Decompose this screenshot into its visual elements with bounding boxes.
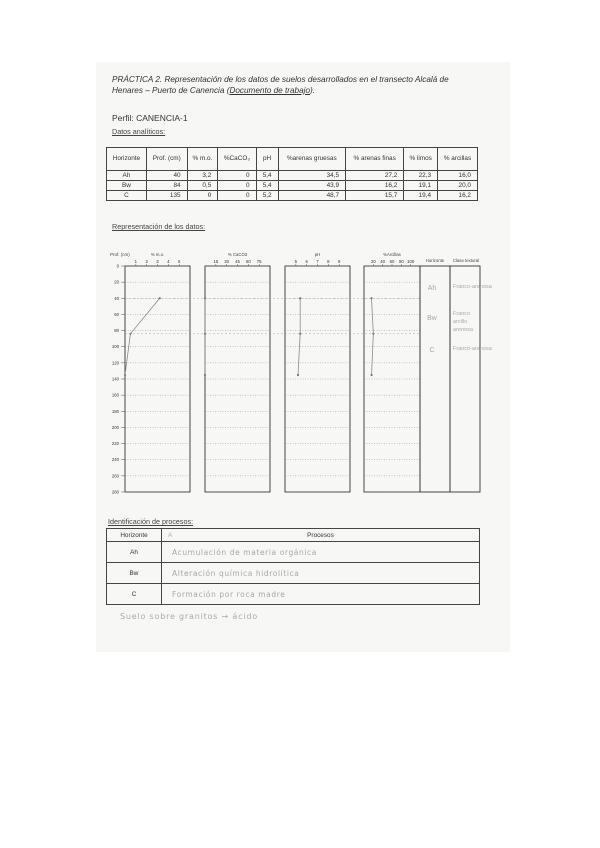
title-line-1: PRÁCTICA 2. Representación de los datos de suelos desarrollados en el transecto Alcalá de <box>112 75 449 84</box>
depth-tick-label: 220 <box>111 441 119 447</box>
panel-tick-label: 100 <box>407 259 415 264</box>
table-cell: 0 <box>187 191 218 201</box>
procesos-proceso-cell: Alteración química hidrolítica <box>162 563 480 584</box>
procesos-horizonte-cell: Bw <box>107 563 162 584</box>
table-cell: 48,7 <box>278 191 345 201</box>
table-cell: 5,4 <box>256 181 278 191</box>
depth-tick-label: 80 <box>114 328 119 334</box>
handwritten-horizonte: C <box>429 347 435 354</box>
table-header-cell: % m.o. <box>187 148 218 171</box>
handwritten-clase-textural: Franco-arenosa <box>453 346 492 352</box>
depth-tick-label: 120 <box>111 360 119 366</box>
table-header-cell: %arenas gruesas <box>278 148 345 171</box>
panel-tick-label: 60 <box>389 259 395 264</box>
table-cell: Bw <box>107 181 147 191</box>
table-cell: 0,5 <box>187 181 218 191</box>
table-header-cell: Horizonte <box>107 148 147 171</box>
representacion-label: Representación de los datos: <box>112 222 206 231</box>
procesos-row <box>107 542 480 563</box>
series-point <box>299 297 301 299</box>
panel-tick-label: 6 <box>305 259 308 264</box>
table-cell: 5,2 <box>256 191 278 201</box>
table-cell: 84 <box>146 181 187 191</box>
panel-tick-label: 45 <box>235 259 240 264</box>
panel-tick-label: 1 <box>134 259 138 264</box>
table-cell: 0 <box>218 181 256 191</box>
table-cell: 0 <box>218 191 256 201</box>
series-point <box>370 374 372 376</box>
table-cell: 135 <box>146 191 187 201</box>
table-cell: 34,5 <box>278 171 345 181</box>
depth-tick-label: 0 <box>116 263 119 269</box>
table-header-cell: % arenas finas <box>346 148 404 171</box>
procesos-horizonte-cell: Ah <box>107 542 162 563</box>
panel-tick-label: 15 <box>213 259 219 264</box>
depth-tick-label: 60 <box>114 311 119 317</box>
procesos-proceso-cell: Formación por roca madre <box>162 584 480 605</box>
series-point <box>124 374 126 376</box>
title-link: Documento de trabajo <box>229 86 310 95</box>
depth-tick-label: 100 <box>111 344 119 350</box>
depth-tick-label: 160 <box>111 392 119 398</box>
procesos-header-text: Procesos <box>307 531 334 539</box>
handwritten-clase-textural: Franco-arenosa <box>453 284 492 290</box>
depth-tick-label: 180 <box>111 408 119 414</box>
panel-tick-label: 60 <box>245 259 251 264</box>
procesos-row <box>107 563 480 584</box>
series-point <box>299 333 301 335</box>
procesos-label: Identificación de procesos: <box>108 517 194 526</box>
panel-tick-label: 9 <box>337 259 341 264</box>
table-cell: 43,9 <box>278 181 345 191</box>
handwritten-clase-textural: Franco <box>453 311 471 317</box>
table-cell: 15,7 <box>346 191 404 201</box>
table-cell: 19,1 <box>404 181 438 191</box>
table-cell: 16,2 <box>346 181 404 191</box>
title-line-2-start: Henares – Puerto de Canencia ( <box>112 86 230 95</box>
datos-label: Datos analíticos: <box>112 127 166 136</box>
panel-tick-label: 7 <box>316 259 319 264</box>
panel-title: pH <box>314 252 321 257</box>
table-cell: 19,4 <box>404 191 438 201</box>
panel-tick-label: 4 <box>167 259 170 264</box>
title-line-2-end: ). <box>310 86 316 95</box>
panel-tick-label: 2 <box>145 259 148 264</box>
table-header-cell: Prof. (cm) <box>146 148 187 171</box>
depth-tick-label: 260 <box>111 473 119 479</box>
depth-tick-label: 240 <box>111 457 119 463</box>
panel-title: % m.o. <box>150 252 165 257</box>
handwritten-clase-textural: arcillo <box>453 319 468 325</box>
panel-tick-label: 20 <box>370 259 376 264</box>
table-cell: 5,4 <box>256 171 278 181</box>
depth-tick-label: 140 <box>111 376 119 382</box>
table-cell: C <box>107 191 147 201</box>
depth-tick-label: 20 <box>114 279 119 285</box>
panel-tick-label: 75 <box>256 259 262 264</box>
series-point <box>204 374 206 376</box>
table-header-cell: pH <box>256 148 278 171</box>
depth-tick-label: 280 <box>111 489 119 495</box>
procesos-proceso-cell: Acumulación de materia orgánica <box>162 542 480 563</box>
procesos-row <box>107 584 480 605</box>
perfil-heading: Perfil: CANENCIA-1 <box>112 113 188 123</box>
procesos-table <box>106 528 480 605</box>
clase-textural-column <box>450 266 480 492</box>
depth-tick-label: 200 <box>111 424 119 430</box>
table-header-cell: %CaCO₃ <box>218 148 256 171</box>
table-cell: 3,2 <box>187 171 218 181</box>
series-point <box>297 374 299 376</box>
procesos-header-procesos <box>162 529 480 542</box>
table-cell: 0 <box>218 171 256 181</box>
horizonte-column <box>420 266 450 492</box>
table-cell: 40 <box>146 171 187 181</box>
table-cell: Ah <box>107 171 147 181</box>
horizonte-header: Horizonte <box>425 258 445 263</box>
panel-tick-label: 40 <box>380 259 386 264</box>
table-cell: 16,0 <box>438 171 478 181</box>
handwritten-horizonte: Ah <box>427 285 437 292</box>
procesos-horizonte-cell: C <box>107 584 162 605</box>
clase-textural-header: Clase textural <box>452 258 480 263</box>
footer-handwritten-note: Suelo sobre granitos → ácido <box>120 612 258 621</box>
series-line <box>298 298 300 375</box>
handwritten-horizonte: Bw <box>427 315 437 322</box>
table-header-cell: % arcillas <box>438 148 478 171</box>
series-line <box>371 298 373 375</box>
table-cell: 20,0 <box>438 181 478 191</box>
depth-tick-label: 40 <box>114 295 119 301</box>
procesos-header-mark: A <box>168 531 173 539</box>
panel-tick-label: 80 <box>398 259 404 264</box>
panel-title: %Arcillas <box>383 252 401 257</box>
panel-tick-label: 3 <box>156 259 159 264</box>
procesos-header-row <box>107 529 480 542</box>
panel-tick-label: 8 <box>327 259 330 264</box>
series-line <box>125 298 160 375</box>
table-cell: 16,2 <box>438 191 478 201</box>
depth-axis-title: Prof. (cm) <box>110 252 130 257</box>
table-cell: 27,2 <box>346 171 404 181</box>
panel-title: % CaCO3 <box>227 252 248 257</box>
table-header-cell: % limos <box>404 148 438 171</box>
procesos-header-horizonte: Horizonte <box>107 529 162 542</box>
panel-tick-label: 5 <box>177 259 181 264</box>
panel-tick-label: 30 <box>224 259 230 264</box>
panel-tick-label: 5 <box>294 259 298 264</box>
handwritten-clase-textural: arenosa <box>453 327 473 333</box>
table-cell: 22,3 <box>404 171 438 181</box>
